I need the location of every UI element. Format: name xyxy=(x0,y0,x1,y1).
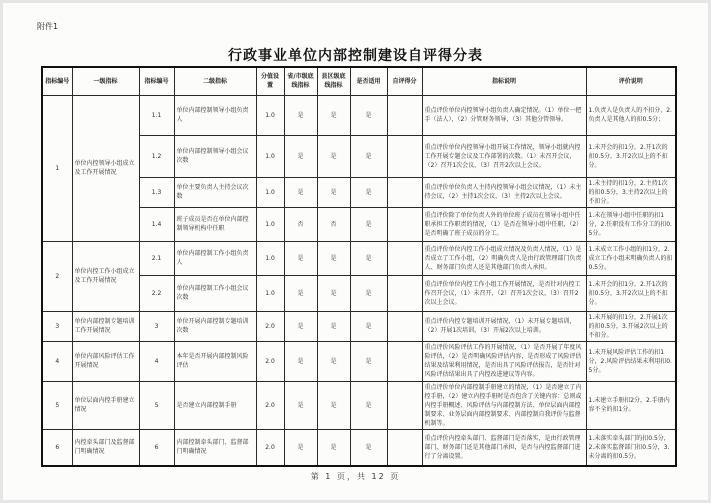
page-number-footer: 第 1 页，共 12 页 xyxy=(310,472,401,481)
cell-self-score xyxy=(387,241,422,275)
cell-indicator-description: 重点评价除了单位负责人外的单位班子成员在领导小组中任职承担工作职责的情况，（1）是否在领导小组中任职，（2）是否明确了班子成员的分工。 xyxy=(422,207,586,241)
cell-applicable: 是 xyxy=(350,207,387,241)
cell-indicator-code: 1.2 xyxy=(139,135,174,177)
cell-evaluation-note: 1.未开会的扣1分，2.开1次的扣0.5分，3.开2次以上的不扣分。 xyxy=(586,135,676,177)
cell-county-baseline: 是 xyxy=(317,341,350,381)
cell-indicator-code: 2.2 xyxy=(139,275,174,311)
table-row xyxy=(42,341,676,381)
cell-provincial-baseline: 是 xyxy=(284,429,317,466)
col-header-indicator-code: 指标编号 xyxy=(139,67,174,95)
cell-indicator-description: 重点评价单位内部控制手册建立的情况，（1）是否建立了内控手册，（2）建立内控手册时是否包含了关键内容：总则或内控手册概述、风险评估与内部控制方法、单位层面内部控制要求、业务层面内部控制要求、内部控制自我评价与监督机制等。 xyxy=(422,381,586,429)
cell-level2-indicator: 单位内部控制领导小组负责人 xyxy=(174,95,256,135)
cell-score-setting: 1.0 xyxy=(256,135,284,177)
score-table xyxy=(41,66,677,467)
col-header-applicable: 是否适用 xyxy=(350,67,387,95)
cell-applicable: 是 xyxy=(350,135,387,177)
document-page xyxy=(3,3,708,500)
cell-provincial-baseline: 是 xyxy=(284,177,317,207)
cell-provincial-baseline: 否 xyxy=(284,207,317,241)
cell-indicator-code: 4 xyxy=(139,341,174,381)
cell-provincial-baseline: 是 xyxy=(284,341,317,381)
cell-provincial-baseline: 是 xyxy=(284,381,317,429)
cell-level2-indicator: 单位内部控制领导小组会议次数 xyxy=(174,135,256,177)
cell-self-score xyxy=(387,311,422,341)
cell-indicator-description: 重点评价内控牵头部门、监督部门是否落实，是由行政管理部门、财务部门还是其他部门承担，是否与内控监督部门进行了分离设置。 xyxy=(422,429,586,466)
cell-county-baseline: 是 xyxy=(317,275,350,311)
cell-score-setting: 1.0 xyxy=(256,207,284,241)
cell-level2-indicator: 单位内部控制工作小组会议次数 xyxy=(174,275,256,311)
cell-indicator-no: 5 xyxy=(42,381,72,429)
cell-indicator-description: 重点评价单位内控领导小组负责人确定情况。（1）单位一把手（法人），（2）分管财务领导，（3）其他分管领导。 xyxy=(422,95,586,135)
cell-level1-indicator: 单位内部风险评估工作开展情况 xyxy=(72,341,139,381)
cell-applicable: 是 xyxy=(350,177,387,207)
cell-indicator-description: 重点评价风险评估工作的开展情况，（1）是否开展了年度风险评估，（2）是否明确风险评估内容，是否形成了风险评估结果及结果利用情况，是否出具了风险评估报告，是否针对风险评估结果出具了内控改进建议等内容。 xyxy=(422,341,586,381)
cell-indicator-description: 重点评价单位负责人主持内控领导小组会议情况，（1）未主持会议，（2）主持1次会议，（3）主持2次以上会议。 xyxy=(422,177,586,207)
cell-level1-indicator: 单位内控工作小组成立及工作开展情况 xyxy=(72,241,139,311)
cell-evaluation-note: 1.未主持的扣1分，2.主持1次的扣0.5分，3.主持2次以上的不扣分。 xyxy=(586,177,676,207)
cell-provincial-baseline: 是 xyxy=(284,135,317,177)
cell-score-setting: 1.0 xyxy=(256,275,284,311)
cell-provincial-baseline: 是 xyxy=(284,95,317,135)
cell-self-score xyxy=(387,429,422,466)
cell-indicator-code: 1.3 xyxy=(139,177,174,207)
cell-indicator-description: 重点评价单位内控工作小组工作开展情况，是否针对内控工作召开会议，（1）未召开，（2）召开1次会议，（3）召开2次以上会议。 xyxy=(422,275,586,311)
cell-county-baseline: 是 xyxy=(317,241,350,275)
cell-self-score xyxy=(387,95,422,135)
cell-indicator-code: 2.1 xyxy=(139,241,174,275)
table-row xyxy=(42,429,676,466)
header-row xyxy=(42,67,676,95)
cell-score-setting: 2.0 xyxy=(256,381,284,429)
cell-self-score xyxy=(387,275,422,311)
score-table-container xyxy=(41,66,677,467)
cell-indicator-code: 5 xyxy=(139,381,174,429)
table-row xyxy=(42,241,676,275)
cell-level1-indicator: 内控牵头部门及监督部门明确情况 xyxy=(72,429,139,466)
cell-evaluation-note: 1.未开展的扣1分，2.开展1次的扣0.5分，3.开展2次以上的不扣分。 xyxy=(586,311,676,341)
cell-indicator-description: 重点评价单位内控工作小组成立情况及负责人情况，（1）是否成立了工作小组，（2）明确负责人是由行政管理部门负责人、财务部门负责人还是其他部门负责人承担。 xyxy=(422,241,586,275)
cell-evaluation-note: 1.未成立工作小组的扣1分，2.成立工作小组未明确负责人的扣0.5分。 xyxy=(586,241,676,275)
col-header-level2-indicator: 二级指标 xyxy=(174,67,256,95)
cell-provincial-baseline: 是 xyxy=(284,311,317,341)
cell-evaluation-note: 1.未落实牵头部门的扣0.5分，2.未落实监督部门扣0.5分，3.未分离的扣0.5分。 xyxy=(586,429,676,466)
cell-score-setting: 2.0 xyxy=(256,429,284,466)
cell-level2-indicator: 班子成员是否在单位内部控制领导机构中任职 xyxy=(174,207,256,241)
cell-indicator-no: 4 xyxy=(42,341,72,381)
cell-indicator-no: 2 xyxy=(42,241,72,311)
cell-indicator-no: 6 xyxy=(42,429,72,466)
col-header-county-baseline: 县区级底线指标 xyxy=(317,67,350,95)
cell-level2-indicator: 单位主要负责人主持会议次数 xyxy=(174,177,256,207)
cell-self-score xyxy=(387,135,422,177)
cell-self-score xyxy=(387,177,422,207)
cell-county-baseline: 是 xyxy=(317,177,350,207)
cell-level2-indicator: 单位开展内部控制专题培训次数 xyxy=(174,311,256,341)
cell-county-baseline: 否 xyxy=(317,207,350,241)
cell-self-score xyxy=(387,207,422,241)
cell-level2-indicator: 本年是否开展内部控制风险评估 xyxy=(174,341,256,381)
cell-evaluation-note: 1.负责人是负责人的不扣分，2.负责人是其他人的扣0.5分； xyxy=(586,95,676,135)
cell-applicable: 是 xyxy=(350,95,387,135)
cell-indicator-no: 3 xyxy=(42,311,72,341)
cell-self-score xyxy=(387,381,422,429)
col-header-indicator-description: 指标说明 xyxy=(422,67,586,95)
cell-indicator-code: 1.1 xyxy=(139,95,174,135)
cell-score-setting: 1.0 xyxy=(256,177,284,207)
col-header-provincial-baseline: 省/市级底线指标 xyxy=(284,67,317,95)
table-row xyxy=(42,381,676,429)
cell-score-setting: 1.0 xyxy=(256,95,284,135)
cell-applicable: 是 xyxy=(350,341,387,381)
col-header-evaluation-note: 评价说明 xyxy=(586,67,676,95)
cell-county-baseline: 是 xyxy=(317,381,350,429)
col-header-indicator-no: 指标编号 xyxy=(42,67,72,95)
cell-county-baseline: 是 xyxy=(317,95,350,135)
cell-indicator-description: 重点评价单位内控领导小组开展工作情况，领导小组就内控工作开展专题会议及工作部署的次数。（1）未召开会议，（2）召开1次会议，（3）召开2次以上会议。 xyxy=(422,135,586,177)
cell-indicator-code: 6 xyxy=(139,429,174,466)
cell-level2-indicator: 内部控制牵头部门、监督部门明确情况 xyxy=(174,429,256,466)
cell-level2-indicator: 是否建立内部控制手册 xyxy=(174,381,256,429)
cell-level1-indicator: 单位内部控制专题培训工作开展情况 xyxy=(72,311,139,341)
cell-evaluation-note: 1.未开展风险评估工作的扣1分，2.风险评估结果未利用扣0.5分。 xyxy=(586,341,676,381)
col-header-level1-indicator: 一级指标 xyxy=(72,67,139,95)
cell-indicator-code: 1.4 xyxy=(139,207,174,241)
cell-applicable: 是 xyxy=(350,275,387,311)
table-row xyxy=(42,95,676,135)
cell-evaluation-note: 1.未在领导小组中任职的扣1分，2.任职没有工作分工的扣0.5分。 xyxy=(586,207,676,241)
col-header-self-score: 自评得分 xyxy=(387,67,422,95)
table-row xyxy=(42,311,676,341)
cell-level2-indicator: 单位内部控制工作小组负责人 xyxy=(174,241,256,275)
cell-county-baseline: 是 xyxy=(317,135,350,177)
cell-evaluation-note: 1.未开会的扣1分，2.开1次的扣0.5分，3.开2次以上的不扣分。 xyxy=(586,275,676,311)
cell-county-baseline: 是 xyxy=(317,429,350,466)
cell-applicable: 是 xyxy=(350,241,387,275)
cell-level1-indicator: 单位内控领导小组成立及工作开展情况 xyxy=(72,95,139,241)
cell-score-setting: 2.0 xyxy=(256,311,284,341)
cell-indicator-no: 1 xyxy=(42,95,72,241)
cell-provincial-baseline: 是 xyxy=(284,275,317,311)
cell-applicable: 是 xyxy=(350,429,387,466)
cell-applicable: 是 xyxy=(350,381,387,429)
cell-evaluation-note: 1.未建立手册扣2分，2.手册内容不全的扣1分。 xyxy=(586,381,676,429)
page-title: 行政事业单位内部控制建设自评得分表 xyxy=(228,48,483,64)
cell-level1-indicator: 单位层面内控手册建立情况 xyxy=(72,381,139,429)
cell-score-setting: 2.0 xyxy=(256,341,284,381)
col-header-score-setting: 分值设置 xyxy=(256,67,284,95)
cell-self-score xyxy=(387,341,422,381)
cell-indicator-description: 重点评价内控专题培训开展情况，（1）未开展专题培训，（2）开展1次培训，（3）开展2次以上培训。 xyxy=(422,311,586,341)
attachment-label: 附件1 xyxy=(37,22,59,31)
cell-indicator-code: 3 xyxy=(139,311,174,341)
cell-county-baseline: 是 xyxy=(317,311,350,341)
cell-provincial-baseline: 是 xyxy=(284,241,317,275)
cell-score-setting: 1.0 xyxy=(256,241,284,275)
cell-applicable: 是 xyxy=(350,311,387,341)
